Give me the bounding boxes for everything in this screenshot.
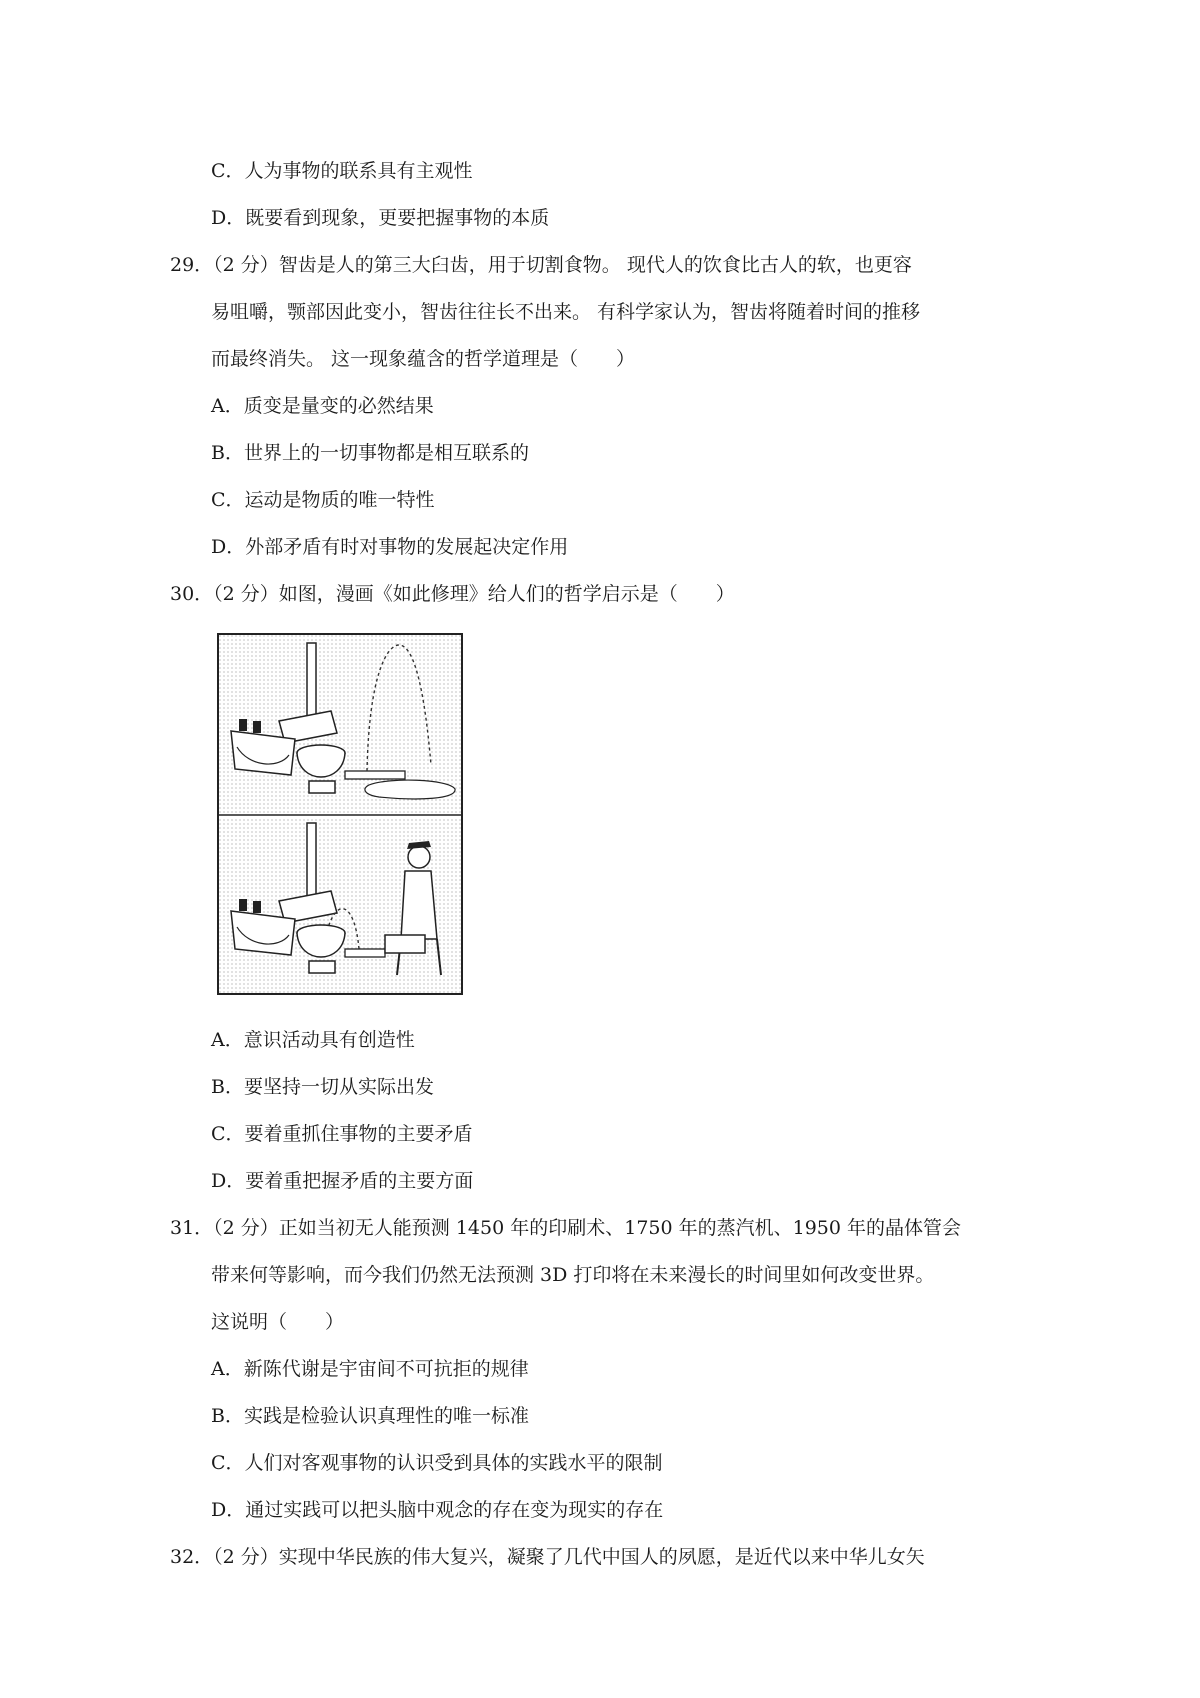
- question-31-text-line-1: 31．（2 分）正如当初无人能预测 1450 年的印刷术、1750 年的蒸汽机、1950 年的晶体管会: [170, 1217, 962, 1239]
- option-d: D．既要看到现象，更要把握事物的本质: [211, 207, 550, 229]
- question-29-text-line-1: 29．（2 分）智齿是人的第三大臼齿，用于切割食物。 现代人的饮食比古人的软，也更容: [170, 254, 912, 276]
- question-30-option-d: D．要着重把握矛盾的主要方面: [211, 1170, 474, 1192]
- question-31-option-b: B．实践是检验认识真理性的唯一标准: [211, 1405, 529, 1427]
- question-31-text-line-2: 带来何等影响，而今我们仍然无法预测 3D 打印将在未来漫长的时间里如何改变世界。: [211, 1264, 935, 1286]
- question-29-text-line-2: 易咀嚼，颚部因此变小，智齿往往长不出来。 有科学家认为，智齿将随着时间的推移: [211, 301, 921, 323]
- question-31-option-c: C．人们对客观事物的认识受到具体的实践水平的限制: [211, 1452, 663, 1474]
- cartoon-image: [217, 633, 463, 995]
- option-c: C．人为事物的联系具有主观性: [211, 160, 473, 182]
- question-31-text-line-3: 这说明（ ）: [211, 1311, 345, 1333]
- question-30-text-line-1: 30．（2 分）如图，漫画《如此修理》给人们的哲学启示是（ ）: [170, 583, 735, 605]
- question-30-option-c: C．要着重抓住事物的主要矛盾: [211, 1123, 473, 1145]
- question-29-option-c: C．运动是物质的唯一特性: [211, 489, 435, 511]
- question-31-option-a: A．新陈代谢是宇宙间不可抗拒的规律: [211, 1358, 529, 1380]
- question-32-text-line-1: 32．（2 分）实现中华民族的伟大复兴，凝聚了几代中国人的夙愿，是近代以来中华儿女矢: [170, 1546, 925, 1568]
- question-31-option-d: D．通过实践可以把头脑中观念的存在变为现实的存在: [211, 1499, 664, 1521]
- question-30-option-a: A．意识活动具有创造性: [211, 1029, 415, 1051]
- question-29-option-a: A．质变是量变的必然结果: [211, 395, 434, 417]
- question-29-text-line-3: 而最终消失。 这一现象蕴含的哲学道理是（ ）: [211, 348, 636, 370]
- question-30-option-b: B．要坚持一切从实际出发: [211, 1076, 434, 1098]
- question-29-option-b: B．世界上的一切事物都是相互联系的: [211, 442, 529, 464]
- question-29-option-d: D．外部矛盾有时对事物的发展起决定作用: [211, 536, 569, 558]
